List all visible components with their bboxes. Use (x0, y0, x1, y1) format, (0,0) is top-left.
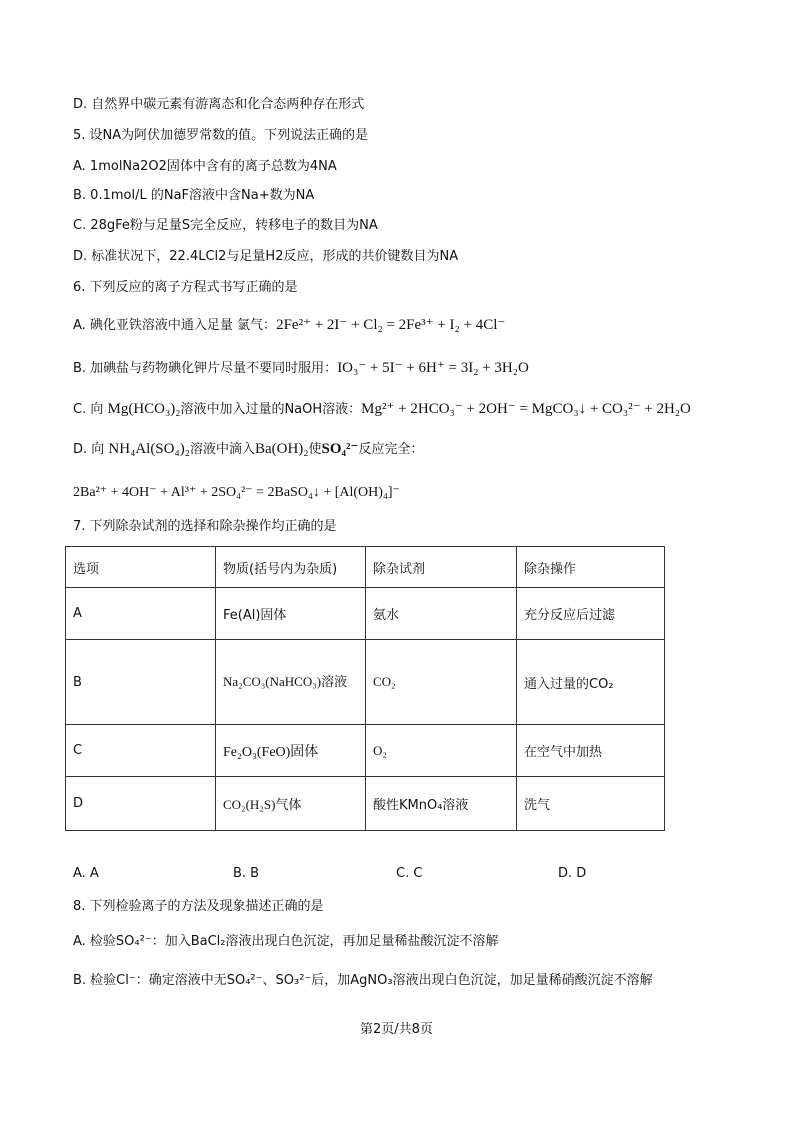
q7-stem: 7. 下列除杂试剂的选择和除杂操作均正确的是 (73, 519, 337, 534)
q7-option-b: B. B (233, 866, 260, 881)
table-header: 除杂试剂 (366, 547, 517, 588)
q7-table (65, 546, 665, 831)
table-row (66, 725, 665, 777)
q5-stem: 5. 设NA为阿伏加德罗常数的值。下列说法正确的是 (73, 128, 369, 143)
table-header-row (66, 547, 665, 588)
q6d-text1: D. 向 (73, 442, 105, 457)
q7-option-a: A. A (73, 866, 99, 881)
q8-stem: 8. 下列检验离子的方法及现象描述正确的是 (73, 899, 324, 914)
q6b-text: B. 加碘盐与药物碘化钾片尽量不要同时服用： (73, 361, 338, 376)
q4-option-d: D. 自然界中碳元素有游离态和化合态两种存在形式 (73, 97, 365, 112)
q7-option-c: C. C (396, 866, 423, 881)
table-cell: B (66, 640, 216, 725)
table-cell: 通入过量的CO₂ (517, 640, 665, 725)
q5-option-b: B. 0.1mol/L 的NaF溶液中含Na+数为NA (73, 188, 315, 203)
q7-option-d: D. D (558, 866, 587, 881)
table-cell: A (66, 588, 216, 640)
q7-options (73, 866, 633, 884)
table-cell: 酸性KMnO₄溶液 (366, 777, 517, 831)
table-cell: 在空气中加热 (517, 725, 665, 777)
table-cell: Na₂CO₃(NaHCO₃)溶液 (216, 640, 366, 725)
table-header: 除杂操作 (517, 547, 665, 588)
q6c-text2: 溶液中加入过量的NaOH溶液： (180, 402, 362, 417)
q5-option-c: C. 28gFe粉与足量S完全反应，转移电子的数目为NA (73, 218, 378, 233)
table-cell: 充分反应后过滤 (517, 588, 665, 640)
table-row (66, 640, 665, 725)
q5-option-d: D. 标准状况下，22.4LCl2与足量H2反应，形成的共价键数目为NA (73, 249, 459, 264)
q6a-equation: 2Fe²⁺ + 2I⁻ + Cl₂ = 2Fe³⁺ + I₂ + 4Cl⁻ (276, 317, 506, 333)
q6c-equation: Mg²⁺ + 2HCO₃⁻ + 2OH⁻ = MgCO₃↓ + CO₃²⁻ + 2H₂O (361, 401, 691, 417)
q6d-text2: 溶液中滴入 (189, 442, 255, 457)
q6-option-d (73, 440, 423, 459)
table-header: 选项 (66, 547, 216, 588)
q6d-text4: 反应完全： (358, 442, 424, 457)
q6-option-b (73, 359, 529, 378)
table-cell: Fe₂O₃(FeO)固体 (216, 725, 366, 777)
page-footer: 第2页/共8页 (360, 1022, 433, 1037)
table-cell: 洗气 (517, 777, 665, 831)
q6d-ion: SO₄²⁻ (321, 441, 359, 457)
q6c-text1: C. 向 (73, 402, 104, 417)
table-cell: 氨水 (366, 588, 517, 640)
q6d-reagent: Ba(OH)₂ (254, 441, 309, 457)
q6d-text3: 使 (308, 442, 322, 457)
q6d-equation: 2Ba²⁺ + 4OH⁻ + Al³⁺ + 2SO₄²⁻ = 2BaSO₄↓ + [Al(OH)₄]⁻ (73, 485, 400, 500)
table-header: 物质(括号内为杂质) (216, 547, 366, 588)
q8-option-b: B. 检验Cl⁻：确定溶液中无SO₄²⁻、SO₃²⁻后，加AgNO₃溶液出现白色沉淀，加足量稀硝酸沉淀不溶解 (73, 973, 653, 988)
table-cell: CO₂ (366, 640, 517, 725)
table-row (66, 777, 665, 831)
q6b-equation: IO₃⁻ + 5I⁻ + 6H⁺ = 3I₂ + 3H₂O (337, 360, 529, 376)
q5-option-a: A. 1molNa2O2固体中含有的离子总数为4NA (73, 159, 337, 174)
q6-stem: 6. 下列反应的离子方程式书写正确的是 (73, 280, 298, 295)
table-cell: D (66, 777, 216, 831)
q6c-substance: Mg(HCO₃)₂ (107, 401, 181, 417)
q8-option-a: A. 检验SO₄²⁻：加入BaCl₂溶液出现白色沉淀，再加足量稀盐酸沉淀不溶解 (73, 934, 499, 949)
table-cell: O₂ (366, 725, 517, 777)
table-row (66, 588, 665, 640)
q6-option-a (73, 316, 505, 335)
q6d-substance: NH₄Al(SO₄)₂ (108, 441, 190, 457)
q6a-text: A. 碘化亚铁溶液中通入足量 氯气： (73, 318, 277, 333)
table-cell: CO₂(H₂S)气体 (216, 777, 366, 831)
q6-option-c (73, 400, 691, 419)
table-cell: C (66, 725, 216, 777)
table-cell: Fe(Al)固体 (216, 588, 366, 640)
